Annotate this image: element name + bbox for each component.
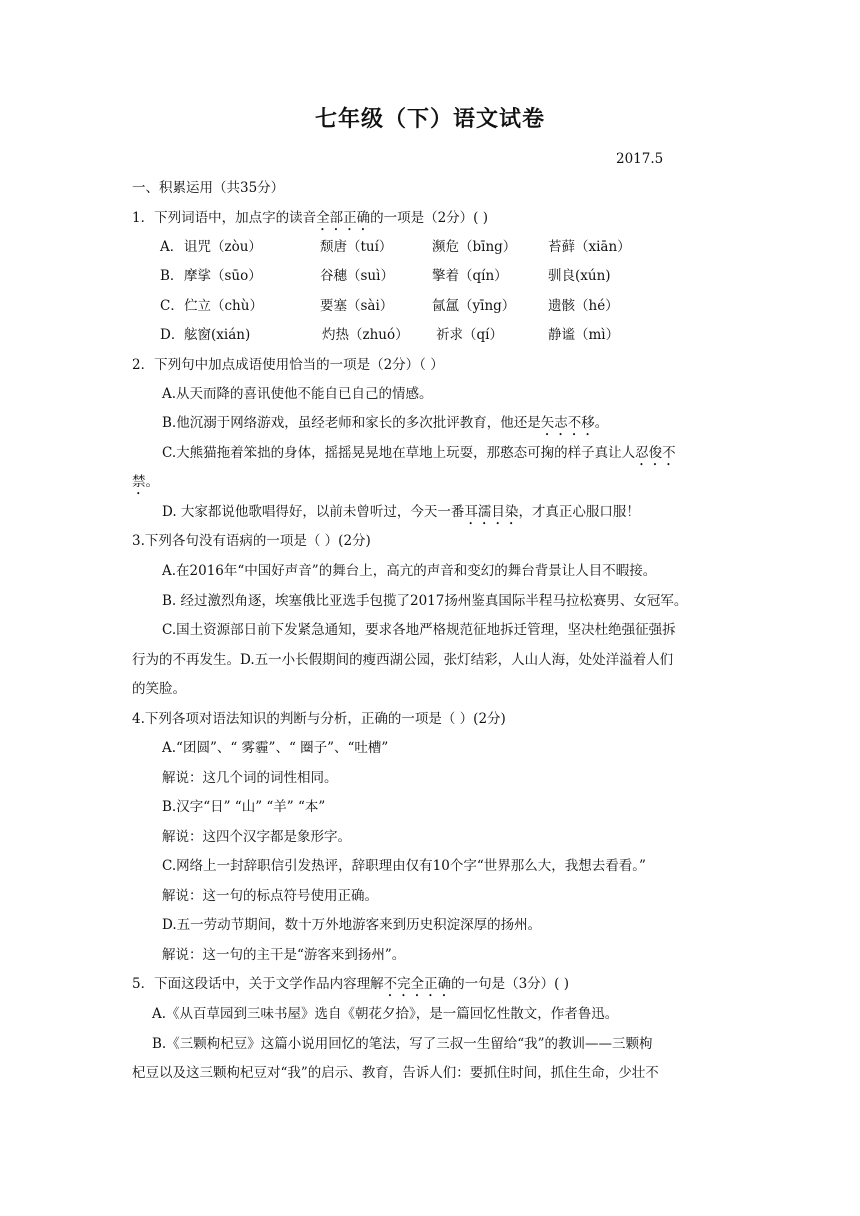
word: 伫立（chù）: [184, 298, 263, 314]
option-label: A．: [160, 239, 184, 255]
q5-option-b-line1: B.《三颗枸杞豆》这篇小说用回忆的笔法，写了三叔一生留给“我”的教训——三颗枸: [152, 1036, 653, 1052]
word: 摩挲（sūo）: [184, 268, 262, 284]
q4-option-a-note: 解说：这几个词的词性相同。: [162, 770, 338, 786]
q4-option-a: A.“团圆”、“ 雾霾”、“ 圈子”、“吐槽”: [162, 740, 389, 756]
option-label: B．: [160, 268, 184, 284]
q5-option-b-line2: 杞豆以及这三颗枸杞豆对“我”的启示、教育，告诉人们：要抓住时间，抓住生命，少壮不: [132, 1065, 659, 1081]
q4-option-b-note: 解说：这四个汉字都是象形字。: [162, 829, 351, 845]
q5-stem-b: 的一句是（3分）( ): [451, 976, 570, 992]
question-2-stem: 2．下列句中加点成语使用恰当的一项是（2分）（ ）: [132, 357, 444, 373]
word: 要塞（sài）: [320, 298, 394, 314]
word: 擎着（qín）: [432, 268, 508, 284]
q4-option-d: D.五一劳动节期间，数十万外地游客来到历史积淀深厚的扬州。: [162, 917, 542, 933]
q4-option-d-note: 解说：这一句的主干是“游客来到扬州”。: [162, 947, 406, 963]
option-label: D．: [160, 327, 185, 343]
q2-c-end: 。: [145, 474, 159, 490]
q2-d-text: D. 大家都说他歌唱得好，以前未曾听过，今天一番: [162, 504, 465, 520]
question-1-stem: [132, 208, 488, 234]
word: 舷窗(xián): [184, 327, 251, 343]
q4-option-c: C.网络上一封辞职信引发热评，辞职理由仅有10个字“世界那么大，我想去看看。”: [162, 858, 646, 874]
q2-option-b: [162, 413, 608, 439]
word: 驯良(xún): [548, 268, 611, 284]
exam-date: 2017.5: [616, 151, 664, 167]
word: 濒危（bīng）: [432, 239, 517, 255]
word: 祈求（qí）: [436, 327, 503, 343]
q4-option-c-note: 解说：这一句的标点符号使用正确。: [162, 888, 378, 904]
q2-b-end: 。: [594, 415, 609, 431]
word: 颓唐（tuí）: [320, 239, 393, 255]
page-title: 七年级（下）语文试卷: [314, 106, 545, 132]
q3-option-b: B. 经过激烈角逐，埃塞俄比亚选手包揽了2017扬州鉴真国际半程马拉松赛男、女冠军。: [162, 593, 688, 609]
q3-option-c-line3: 的笑脸。: [132, 681, 186, 697]
q1-stem-emphasis: 全部正确: [316, 210, 371, 226]
word: 遗骸（hé）: [548, 298, 619, 314]
q2-option-c-cont: [132, 472, 159, 498]
word: 静谧（mì）: [548, 327, 620, 343]
q2-c-idiom: 忍俊不: [635, 445, 676, 461]
q5-stem-emphasis: 不完全正确: [383, 976, 452, 992]
question-5-stem: [132, 974, 569, 1000]
word: 灼热（zhuó）: [322, 327, 409, 343]
section-heading: 一、积累运用（共35分）: [132, 180, 285, 196]
q3-option-c-line2: 行为的不再发生。D.五一小长假期间的瘦西湖公园，张灯结彩，人山人海，处处洋溢着人们: [132, 652, 674, 668]
option-label: C．: [160, 298, 184, 314]
q4-option-b: B.汉字“日” “山” “羊” “本”: [162, 799, 326, 815]
word: 氤氲（yīng）: [432, 298, 516, 314]
q3-option-a: A.在2016年“中国好声音”的舞台上，高亢的声音和变幻的舞台背景让人目不暇接。: [162, 563, 657, 579]
q1-stem-a: 1．下列词语中，加点字的读音: [132, 210, 317, 226]
q2-b-text: B.他沉溺于网络游戏，虽经老师和家长的多次批评教育，他还是: [162, 415, 541, 431]
q5-option-a: A.《从百草园到三味书屋》选自《朝花夕拾》，是一篇回忆性散文，作者鲁迅。: [152, 1006, 619, 1022]
q2-option-c: [162, 443, 676, 469]
q3-option-c-line1: C.国土资源部日前下发紧急通知，要求各地严格规范征地拆迁管理，坚决杜绝强征强拆: [162, 622, 676, 638]
q1-stem-b: 的一项是（2分）( ): [370, 210, 489, 226]
question-4-stem: 4.下列各项对语法知识的判断与分析，正确的一项是（ ）(2分): [132, 711, 506, 727]
word: 苔藓（xiān）: [548, 239, 631, 255]
q5-stem-a: 5．下面这段话中，关于文学作品内容理解: [132, 976, 384, 992]
q2-d-end: ，才真正心服口服！: [518, 504, 640, 520]
word: 谷穗（suì）: [320, 268, 394, 284]
question-3-stem: 3.下列各句没有语病的一项是（ ）(2分): [132, 533, 371, 549]
word: 诅咒（zòu）: [184, 239, 262, 255]
q2-b-idiom: 矢志不移: [540, 415, 595, 431]
q2-c-idiom-end: 禁: [132, 474, 146, 490]
q2-c-text: C.大熊猫拖着笨拙的身体，摇摇晃晃地在草地上玩耍，那憨态可掬的样子真让人: [162, 445, 636, 461]
q2-option-d: [162, 502, 640, 528]
q2-d-idiom: 耳濡目染: [464, 504, 519, 520]
q2-option-a: A.从天而降的喜讯使他不能自已自己的情感。: [162, 386, 433, 402]
